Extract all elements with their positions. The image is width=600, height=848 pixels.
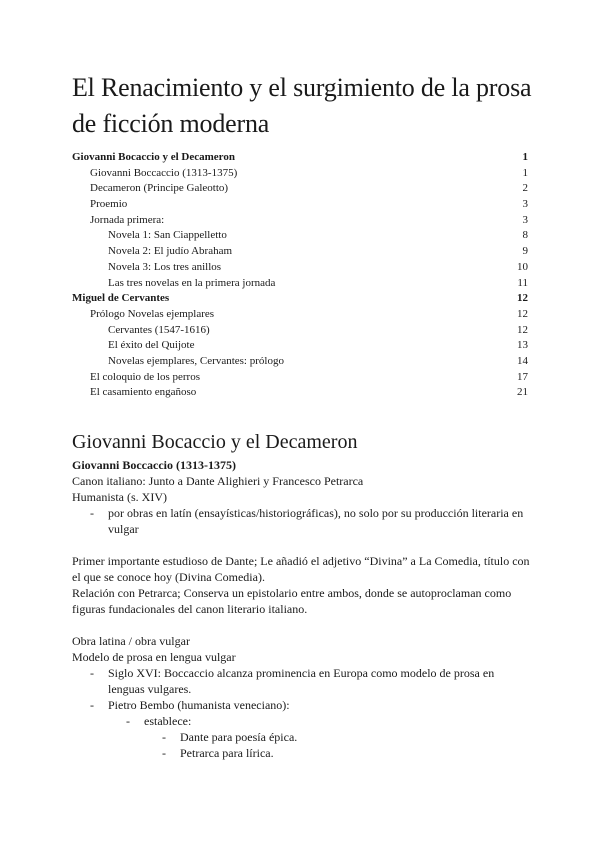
paragraph: Canon italiano: Junto a Dante Alighieri y Francesco Petrarca xyxy=(72,474,364,488)
document-title: El Renacimiento y el surgimiento de la prosa de ficción moderna xyxy=(72,73,532,138)
section-lines xyxy=(72,473,530,761)
bullet-item xyxy=(72,729,530,745)
toc-entry-label: Novela 3: Los tres anillos xyxy=(108,260,222,273)
bullet-item xyxy=(72,505,530,537)
toc-entry-page: 2 xyxy=(522,182,528,195)
toc-entry-page: 12 xyxy=(517,307,528,320)
toc-entry[interactable] xyxy=(72,181,528,197)
table-of-contents xyxy=(72,150,528,401)
toc-entry-label: Las tres novelas en la primera jornada xyxy=(108,276,276,289)
paragraph-gap xyxy=(72,537,530,553)
bullet-dash: - xyxy=(162,746,166,760)
toc-entry-label: Novela 1: San Ciappelletto xyxy=(108,229,227,242)
bullet-item xyxy=(72,713,530,729)
bullet-dash: - xyxy=(162,730,166,744)
bullet-text: Pietro Bembo (humanista veneciano): xyxy=(108,698,290,712)
toc-entry[interactable] xyxy=(72,228,528,244)
bullet-dash: - xyxy=(90,698,94,712)
toc-entry-page: 11 xyxy=(517,276,528,289)
bullet-text: establece: xyxy=(144,714,192,728)
toc-entry-page: 21 xyxy=(517,386,528,399)
toc-entry[interactable] xyxy=(72,323,528,339)
toc-entry[interactable] xyxy=(72,338,528,354)
toc-entry[interactable] xyxy=(72,197,528,213)
toc-entry[interactable] xyxy=(72,244,528,260)
toc-entry[interactable] xyxy=(72,166,528,182)
toc-entry-label: Giovanni Bocaccio y el Decameron xyxy=(72,151,235,163)
toc-entry[interactable] xyxy=(72,291,528,307)
bullet-text: Dante para poesía épica. xyxy=(180,730,298,744)
toc-entry[interactable] xyxy=(72,370,528,386)
toc-entry[interactable] xyxy=(72,354,528,370)
toc-entry-label: Proemio xyxy=(90,198,128,211)
bullet-text: Siglo XVI: Boccaccio alcanza prominencia en Europa como modelo de prosa en lenguas vulgares. xyxy=(108,666,495,696)
paragraph: Obra latina / obra vulgar xyxy=(72,634,190,648)
toc-entry-page: 3 xyxy=(522,213,528,226)
bullet-dash: - xyxy=(126,714,130,728)
toc-entry-label: Decameron (Principe Galeotto) xyxy=(90,182,229,195)
paragraph-gap xyxy=(72,617,530,633)
toc-entry-page: 17 xyxy=(517,370,528,383)
toc-entry-label: El éxito del Quijote xyxy=(108,339,195,352)
toc-entry[interactable] xyxy=(72,385,528,401)
toc-entry[interactable] xyxy=(72,150,528,166)
toc-entry-page: 14 xyxy=(517,354,528,367)
section-heading: Giovanni Bocaccio y el Decameron xyxy=(72,431,358,453)
bullet-text: por obras en latín (ensayísticas/historiográficas), no solo por su producción literaria en vulgar xyxy=(108,506,524,536)
toc-entry-label: Prólogo Novelas ejemplares xyxy=(90,307,215,320)
toc-entry-page: 3 xyxy=(522,198,528,211)
subsection-heading: Giovanni Boccaccio (1313-1375) xyxy=(72,458,236,472)
paragraph: Primer importante estudioso de Dante; Le añadió el adjetivo “Divina” a La Comedia, título con el que se conoce hoy (Divina Comedia). xyxy=(72,554,530,584)
toc-entry-label: El casamiento engañoso xyxy=(90,386,197,399)
bullet-item xyxy=(72,697,530,713)
paragraph: Modelo de prosa en lengua vulgar xyxy=(72,650,236,664)
bullet-item xyxy=(72,745,530,761)
bullet-dash: - xyxy=(90,666,94,680)
toc-entry-page: 9 xyxy=(522,245,528,258)
bullet-dash: - xyxy=(90,506,94,520)
toc-entry-page: 12 xyxy=(517,292,528,305)
toc-entry-label: Giovanni Boccaccio (1313-1375) xyxy=(90,166,238,179)
toc-entry-label: Cervantes (1547-1616) xyxy=(108,323,210,336)
toc-entry-page: 8 xyxy=(522,229,528,242)
toc-entry[interactable] xyxy=(72,307,528,323)
toc-entry-label: Novela 2: El judío Abraham xyxy=(108,245,233,258)
section-body xyxy=(72,457,530,761)
bullet-text: Petrarca para lírica. xyxy=(180,746,274,760)
toc-entry-label: Novelas ejemplares, Cervantes: prólogo xyxy=(108,354,284,367)
toc-entry-page: 12 xyxy=(517,323,528,336)
paragraph: Relación con Petrarca; Conserva un epistolario entre ambos, donde se autoproclaman como figuras fundacionales del canon literario italiano. xyxy=(72,586,512,616)
toc-entry[interactable] xyxy=(72,213,528,229)
toc-entry[interactable] xyxy=(72,260,528,276)
toc-entry-label: El coloquio de los perros xyxy=(90,370,200,383)
toc-entry-page: 13 xyxy=(517,339,528,352)
toc-entry[interactable] xyxy=(72,276,528,292)
toc-entry-page: 1 xyxy=(522,151,528,163)
toc-entry-page: 10 xyxy=(517,260,528,273)
toc-entry-label: Miguel de Cervantes xyxy=(72,292,170,305)
paragraph: Humanista (s. XIV) xyxy=(72,490,167,504)
toc-entry-label: Jornada primera: xyxy=(90,213,165,226)
toc-entry-page: 1 xyxy=(522,166,528,179)
bullet-item xyxy=(72,665,530,697)
